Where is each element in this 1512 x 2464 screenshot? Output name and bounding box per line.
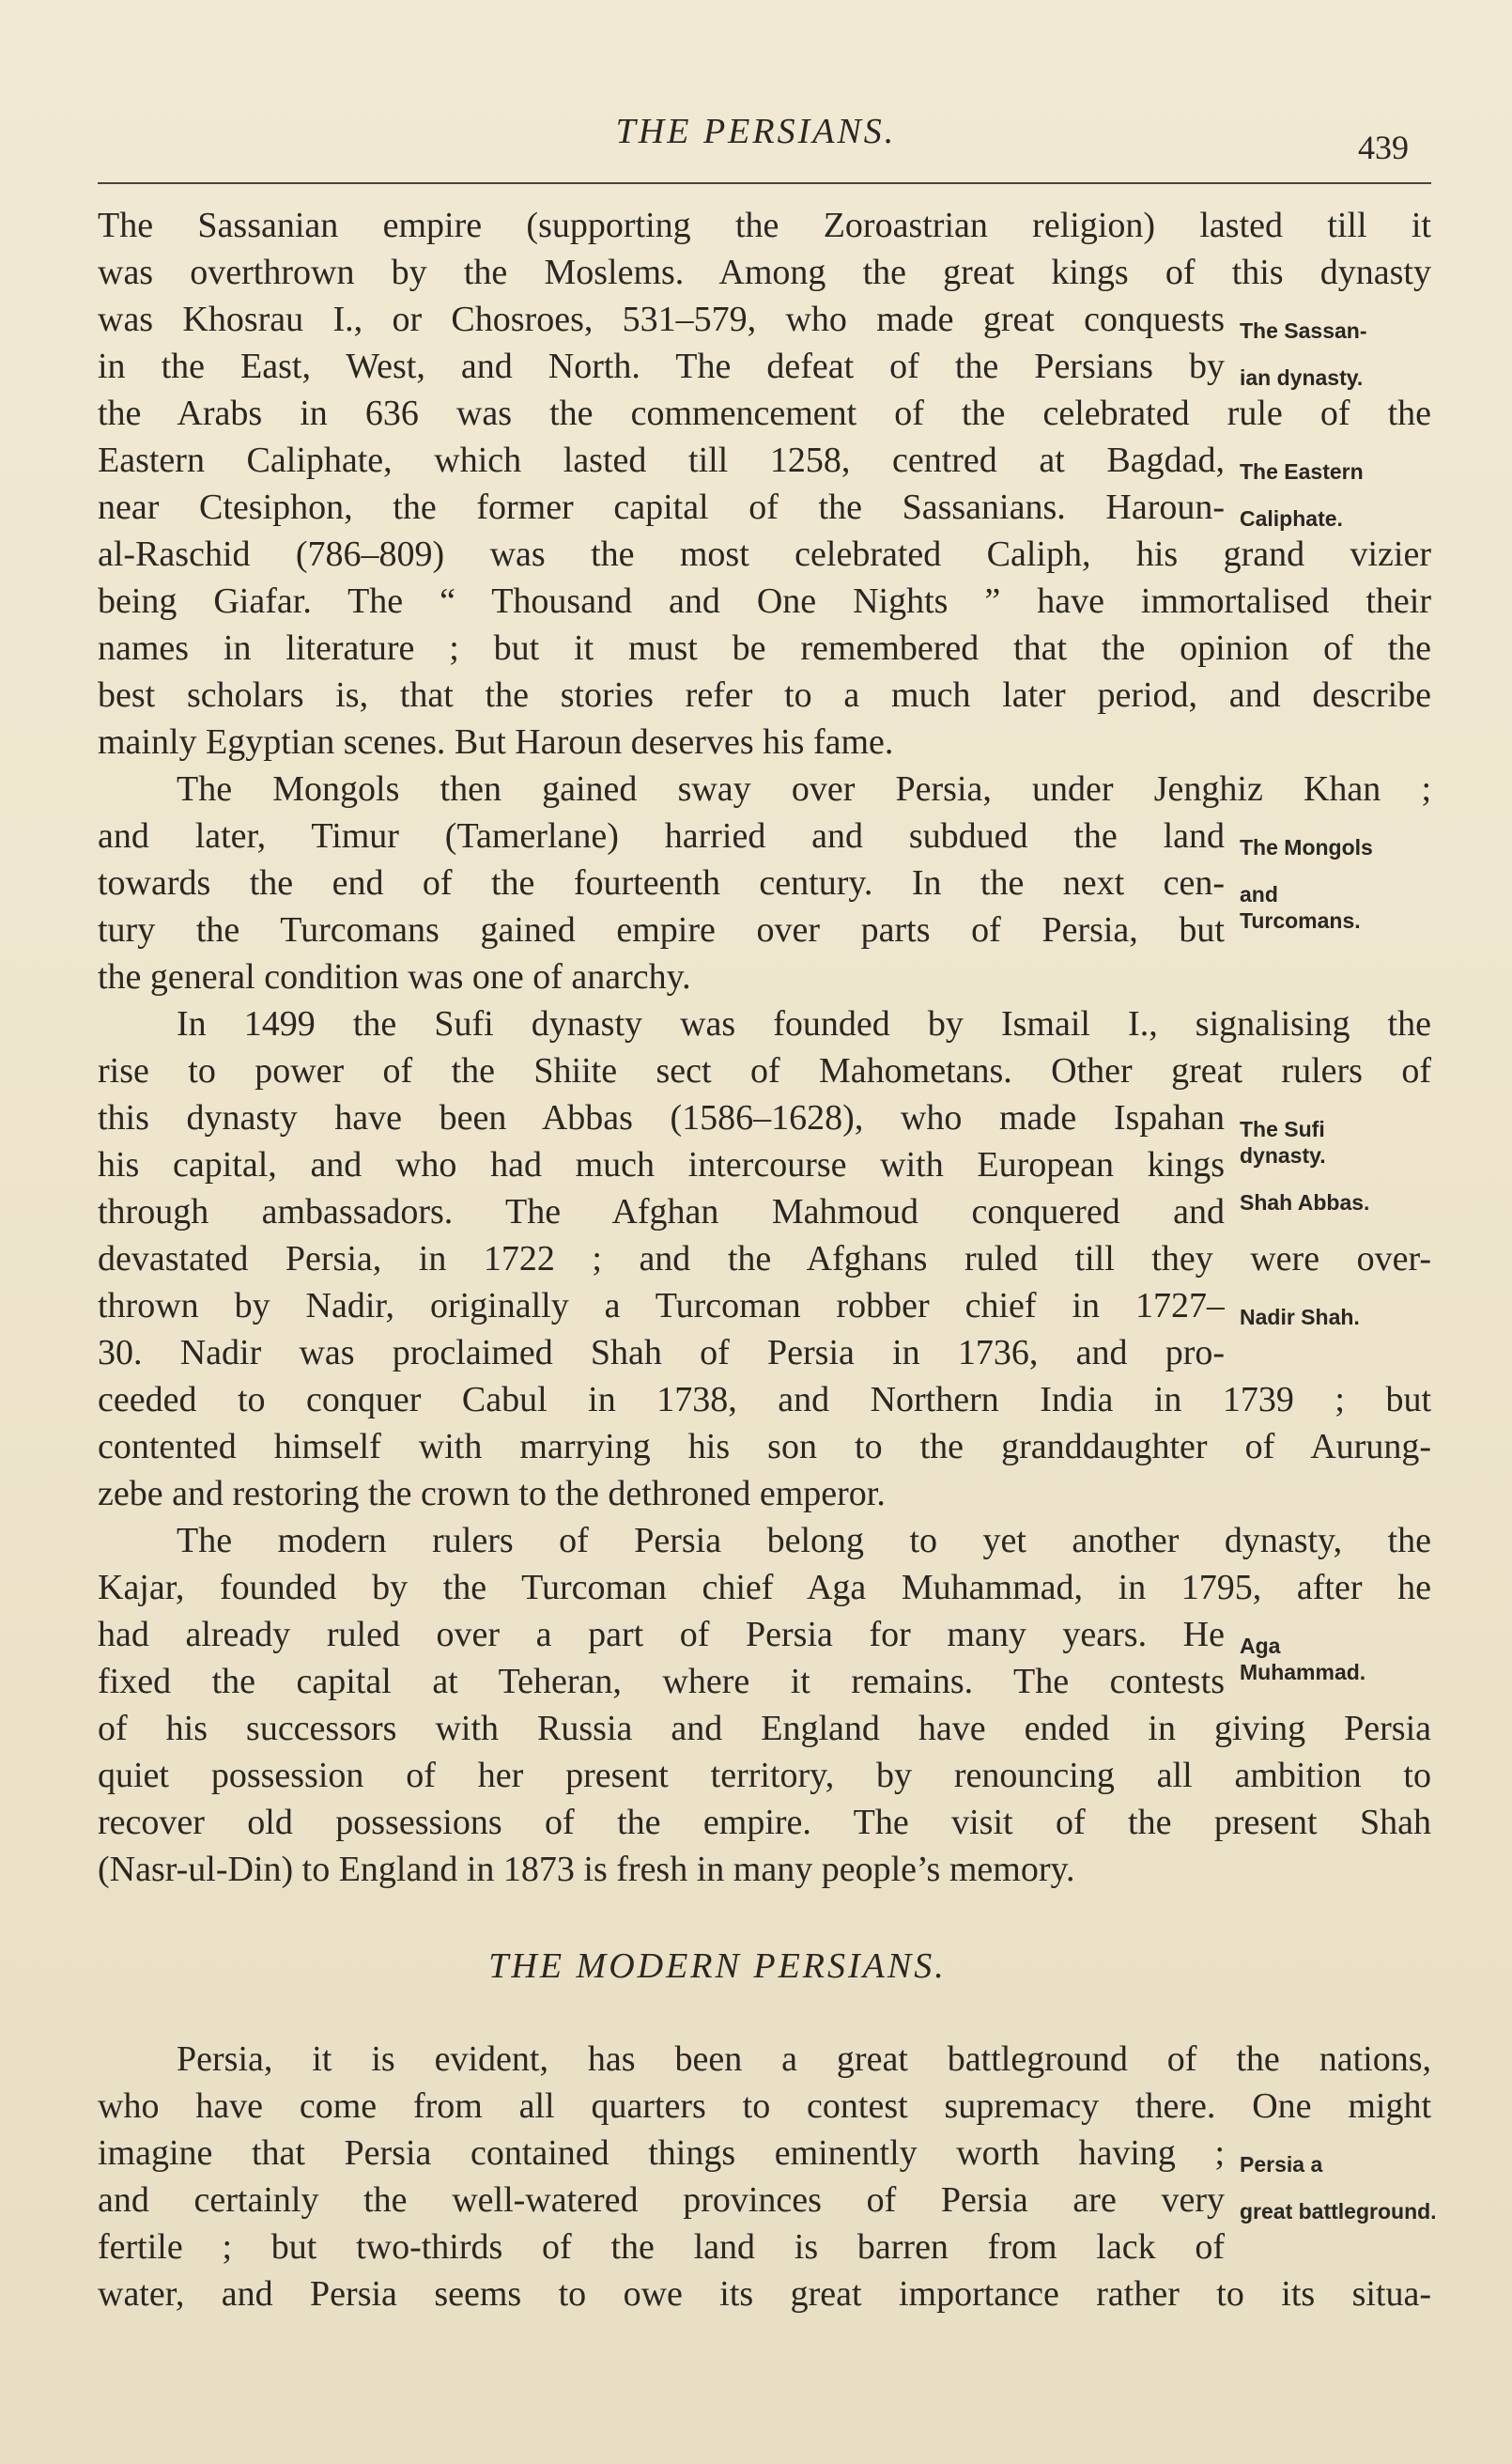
text-line [98,766,1431,813]
line-text: ceeded to conquer Cabul in 1738, and Northern India in 1739 ; but [98,1380,1431,1419]
marginal-note: Nadir Shah. [1240,1305,1360,1329]
line-text: was overthrown by the Moslems. Among the great kings of this dynasty [98,253,1431,292]
header-rule [98,182,1431,184]
line-text: The Mongols then gained sway over Persia, under Jenghiz Khan ; [177,769,1431,809]
text-line [98,1282,1431,1329]
marginal-note: great battleground. [1240,2199,1437,2224]
marginal-note: dynasty. [1240,1143,1326,1168]
text-line [98,1094,1431,1141]
text-line [98,578,1431,625]
line-text: Kajar, founded by the Turcoman chief Aga Muhammad, in 1795, after he [98,1568,1431,1607]
line-text: zebe and restoring the crown to the dethroned emperor. [98,1474,886,1513]
line-text: in the East, West, and North. The defeat of the Persians by [98,347,1225,386]
marginal-note: Caliphate. [1240,506,1343,531]
text-line [98,860,1431,907]
text-line [98,1047,1431,1094]
marginal-note: Muhammad. [1240,1660,1366,1684]
text-line [98,1235,1431,1282]
marginal-note: The Sufi [1240,1117,1325,1141]
text-line [98,437,1431,484]
paragraph [98,766,1431,1000]
line-text: The Sassanian empire (supporting the Zoroastrian religion) lasted till it [98,206,1431,245]
line-text: quiet possession of her present territory, by renouncing all ambition to [98,1756,1431,1795]
text-line [98,2177,1437,2224]
line-text: al-Raschid (786–809) was the most celebrated Caliph, his grand vizier [98,535,1431,574]
text-line [98,1705,1431,1752]
line-text: near Ctesiphon, the former capital of the Sassanians. Haroun- [98,488,1225,527]
text-line [98,907,1431,953]
text-line [98,296,1431,343]
text-line [98,1423,1431,1470]
text-line [98,1329,1431,1376]
line-text: In 1499 the Sufi dynasty was founded by Ismail I., signalising the [177,1004,1431,1044]
marginal-note: Shah Abbas. [1240,1190,1370,1215]
text-line [98,953,1431,1000]
line-text: rise to power of the Shiite sect of Mahometans. Other great rulers of [98,1051,1431,1091]
text-line [98,1799,1431,1846]
line-text: Persia, it is evident, has been a great battleground of the nations, [177,2039,1431,2079]
text-line [98,1376,1431,1423]
paragraph [98,2036,1437,2317]
text-line [98,390,1431,437]
text-line [98,1141,1431,1188]
text-line [98,1752,1431,1799]
line-text: imagine that Persia contained things eminently worth having ; [98,2133,1225,2173]
marginal-note: and [1240,882,1278,907]
line-text: fertile ; but two-thirds of the land is barren from lack of [98,2227,1225,2267]
text-line [98,249,1431,296]
marginal-note: The Sassan- [1240,318,1367,343]
line-text: The modern rulers of Persia belong to yet another dynasty, the [177,1521,1431,1560]
line-text: mainly Egyptian scenes. But Haroun deserves his fame. [98,722,894,762]
line-text: was Khosrau I., or Chosroes, 531–579, who made great conquests [98,300,1225,339]
text-line [98,1517,1431,1564]
text-line [98,1846,1431,1893]
text-line [98,2270,1431,2317]
line-text: devastated Persia, in 1722 ; and the Afghans ruled till they were over- [98,1239,1431,1278]
marginal-note: The Eastern [1240,459,1364,484]
text-line [98,1470,1431,1517]
text-line [98,1611,1431,1658]
line-text: water, and Persia seems to owe its great importance rather to its situa- [98,2274,1431,2314]
body-text [98,202,1437,2317]
text-line [98,1188,1431,1235]
line-text: thrown by Nadir, originally a Turcoman robber chief in 1727– [98,1286,1225,1325]
line-text: contented himself with marrying his son to the granddaughter of Aurung- [98,1427,1431,1466]
text-line [98,343,1431,390]
marginal-note: ian dynasty. [1240,365,1364,390]
section-heading: THE MODERN PERSIANS. [488,1946,947,1986]
text-line [98,625,1431,672]
line-text: who have come from all quarters to contest supremacy there. One might [98,2086,1431,2126]
text-line [98,2036,1431,2083]
marginal-note: The Mongols [1240,835,1373,860]
text-line [98,1564,1431,1611]
paragraph [98,1000,1431,1517]
page-number: 439 [1358,129,1409,166]
text-line [98,2224,1431,2270]
text-line [98,2130,1431,2177]
text-line [98,1658,1431,1705]
marginal-note: Turcomans. [1240,908,1361,933]
text-line [98,813,1431,860]
line-text: towards the end of the fourteenth century. In the next cen- [98,863,1225,903]
line-text: of his successors with Russia and England have ended in giving Persia [98,1709,1431,1748]
line-text: the Arabs in 636 was the commencement of the celebrated rule of the [98,394,1431,433]
line-text: recover old possessions of the empire. The visit of the present Shah [98,1803,1431,1842]
line-text: 30. Nadir was proclaimed Shah of Persia in 1736, and pro- [98,1333,1225,1372]
paragraph [98,1517,1431,1893]
line-text: and certainly the well-watered provinces of Persia are very [98,2180,1225,2220]
line-text: and later, Timur (Tamerlane) harried and subdued the land [98,816,1225,856]
text-line [98,484,1431,531]
paragraph [98,202,1431,766]
paragraphs-before-heading [98,202,1431,1893]
text-line [98,2083,1431,2130]
line-text: the general condition was one of anarchy. [98,957,691,997]
line-text: fixed the capital at Teheran, where it remains. The contests [98,1662,1225,1701]
paragraphs-after-heading [98,2036,1437,2317]
line-text: had already ruled over a part of Persia for many years. He [98,1615,1225,1654]
text-line [98,202,1431,249]
line-text: his capital, and who had much intercourse with European kings [98,1145,1225,1185]
text-line [98,1000,1431,1047]
line-text: best scholars is, that the stories refer to a much later period, and describe [98,675,1431,715]
line-text: tury the Turcomans gained empire over parts of Persia, but [98,910,1225,950]
line-text: Eastern Caliphate, which lasted till 1258, centred at Bagdad, [98,441,1225,480]
line-text: being Giafar. The “ Thousand and One Nights ” have immortalised their [98,581,1431,621]
running-head: THE PERSIANS. [615,112,897,151]
marginal-note: Persia a [1240,2152,1323,2177]
text-line [98,531,1431,578]
text-line [98,672,1431,719]
marginal-note: Aga [1240,1634,1281,1658]
line-text: (Nasr-ul-Din) to England in 1873 is fresh in many people’s memory. [98,1850,1075,1889]
line-text: this dynasty have been Abbas (1586–1628), who made Ispahan [98,1098,1225,1138]
text-line [98,719,1431,766]
line-text: through ambassadors. The Afghan Mahmoud conquered and [98,1192,1225,1232]
line-text: names in literature ; but it must be remembered that the opinion of the [98,628,1431,668]
